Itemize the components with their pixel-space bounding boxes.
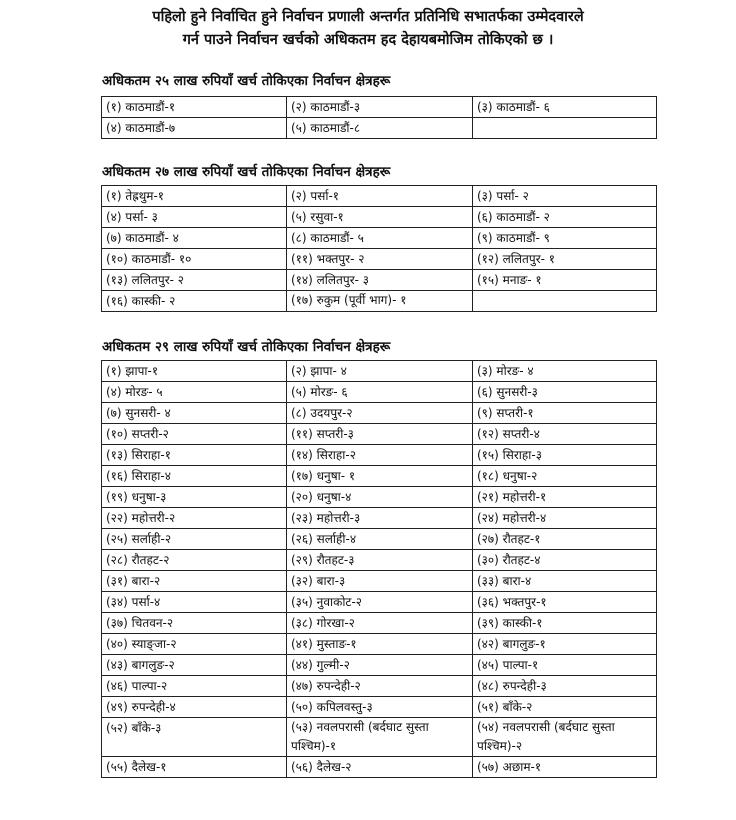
section-heading-27-lakh: अधिकतम २७ लाख रुपियाँ खर्च तोकिएका निर्वाचन क्षेत्रहरू: [102, 164, 391, 180]
constituency-cell: (११) भक्तपुर- २: [287, 249, 473, 270]
table-row: [102, 382, 657, 403]
table-row: [102, 529, 657, 550]
constituency-cell: (५) काठमाडौं-८: [287, 118, 473, 139]
constituency-cell: (७) सुनसरी- ४: [102, 403, 287, 424]
constituency-cell: (२३) महोत्तरी-३: [287, 508, 473, 529]
constituency-cell: (२) पर्सा-१: [287, 186, 473, 207]
intro-paragraph: [30, 6, 706, 52]
table-row: [102, 249, 657, 270]
constituency-cell: (३४) पर्सा-४: [102, 592, 287, 613]
constituency-cell: (३) काठमाडौं- ६: [473, 97, 657, 118]
constituency-cell: (६) सुनसरी-३: [473, 382, 657, 403]
table-row: [102, 207, 657, 228]
constituency-cell: (५) रसुवा-१: [287, 207, 473, 228]
constituency-cell: (६) काठमाडौं- २: [473, 207, 657, 228]
constituency-cell: (१६) कास्की- २: [102, 291, 287, 312]
constituency-cell: (५१) बाँके-२: [473, 697, 657, 718]
constituency-cell: (५५) दैलेख-१: [102, 757, 287, 778]
constituency-cell: (१७) धनुषा- १: [287, 466, 473, 487]
constituency-cell: (४९) रुपन्देही-४: [102, 697, 287, 718]
constituency-cell: (१०) काठमाडौं- १०: [102, 249, 287, 270]
constituency-cell: (१४) ललितपुर- ३: [287, 270, 473, 291]
table-row: [102, 487, 657, 508]
table-row: [102, 676, 657, 697]
constituency-cell: (३५) नुवाकोट-२: [287, 592, 473, 613]
constituency-table-29-lakh: [101, 360, 657, 778]
constituency-cell: (४०) स्याङ्जा-२: [102, 634, 287, 655]
constituency-cell: [473, 291, 657, 312]
constituency-cell: (२) काठमाडौं-३: [287, 97, 473, 118]
constituency-cell: [473, 118, 657, 139]
constituency-cell: (५४) नवलपरासी (बर्दघाट सुस्ता पश्चिम)-२: [473, 718, 657, 757]
table-row: [102, 697, 657, 718]
constituency-cell: (५३) नवलपरासी (बर्दघाट सुस्ता पश्चिम)-१: [287, 718, 473, 757]
constituency-table-25-lakh: [101, 96, 657, 139]
constituency-cell: (४३) बागलुङ-२: [102, 655, 287, 676]
table-row: [102, 186, 657, 207]
constituency-cell: (११) सप्तरी-३: [287, 424, 473, 445]
constituency-cell: (१२) सप्तरी-४: [473, 424, 657, 445]
constituency-cell: (१३) सिराहा-१: [102, 445, 287, 466]
table-row: [102, 270, 657, 291]
constituency-cell: (३६) भक्तपुर-१: [473, 592, 657, 613]
constituency-cell: (४५) पाल्पा-१: [473, 655, 657, 676]
constituency-cell: (२०) धनुषा-४: [287, 487, 473, 508]
constituency-cell: (२४) महोत्तरी-४: [473, 508, 657, 529]
constituency-cell: (३१) बारा-२: [102, 571, 287, 592]
constituency-cell: (३७) चितवन-२: [102, 613, 287, 634]
constituency-cell: (२६) सर्लाही-४: [287, 529, 473, 550]
constituency-cell: (३३) बारा-४: [473, 571, 657, 592]
constituency-cell: (१) तेह्रथुम-१: [102, 186, 287, 207]
table-row: [102, 550, 657, 571]
constituency-cell: (१९) धनुषा-३: [102, 487, 287, 508]
table-row: [102, 445, 657, 466]
constituency-cell: (४२) बागलुङ-१: [473, 634, 657, 655]
constituency-cell: (१५) मनाङ- १: [473, 270, 657, 291]
constituency-cell: (१६) सिराहा-४: [102, 466, 287, 487]
constituency-cell: (५६) दैलेख-२: [287, 757, 473, 778]
constituency-cell: (४८) रुपन्देही-३: [473, 676, 657, 697]
constituency-cell: (९) काठमाडौं- ९: [473, 228, 657, 249]
constituency-cell: (५२) बाँके-३: [102, 718, 287, 757]
table-row: [102, 97, 657, 118]
constituency-cell: (३८) गोरखा-२: [287, 613, 473, 634]
constituency-cell: (३२) बारा-३: [287, 571, 473, 592]
constituency-cell: (७) काठमाडौं- ४: [102, 228, 287, 249]
section-heading-29-lakh: अधिकतम २९ लाख रुपियाँ खर्च तोकिएका निर्वाचन क्षेत्रहरू: [102, 339, 391, 355]
constituency-cell: (४७) रुपन्देही-२: [287, 676, 473, 697]
constituency-cell: (८) काठमाडौं- ५: [287, 228, 473, 249]
constituency-cell: (२) झापा- ४: [287, 361, 473, 382]
constituency-cell: (५०) कपिलवस्तु-३: [287, 697, 473, 718]
table-row: [102, 466, 657, 487]
constituency-cell: (५७) अछाम-१: [473, 757, 657, 778]
constituency-cell: (५) मोरङ- ६: [287, 382, 473, 403]
table-row: [102, 361, 657, 382]
table-row: [102, 571, 657, 592]
constituency-cell: (४) मोरङ- ५: [102, 382, 287, 403]
constituency-cell: (२७) रौतहट-१: [473, 529, 657, 550]
table-row: [102, 424, 657, 445]
constituency-cell: (२२) महोत्तरी-२: [102, 508, 287, 529]
table-row: [102, 118, 657, 139]
table-row: [102, 228, 657, 249]
constituency-cell: (३) पर्सा- २: [473, 186, 657, 207]
constituency-table-27-lakh: [101, 185, 657, 312]
constituency-cell: (१) झापा-१: [102, 361, 287, 382]
constituency-cell: (१४) सिराहा-२: [287, 445, 473, 466]
table-row: [102, 757, 657, 778]
constituency-cell: (१५) सिराहा-३: [473, 445, 657, 466]
constituency-cell: (४) पर्सा- ३: [102, 207, 287, 228]
constituency-cell: (३९) कास्की-१: [473, 613, 657, 634]
intro-line-2: गर्न पाउने निर्वाचन खर्चको अधिकतम हद देहायबमोजिम तोकिएको छ ।: [182, 32, 554, 48]
table-row: [102, 592, 657, 613]
constituency-cell: (१) काठमाडौं-१: [102, 97, 287, 118]
constituency-cell: (८) उदयपुर-२: [287, 403, 473, 424]
constituency-cell: (२९) रौतहट-३: [287, 550, 473, 571]
constituency-cell: (३) मोरङ- ४: [473, 361, 657, 382]
constituency-cell: (१७) रुकुम (पूर्वी भाग)- १: [287, 291, 473, 312]
constituency-cell: (१२) ललितपुर- १: [473, 249, 657, 270]
section-heading-25-lakh: अधिकतम २५ लाख रुपियाँ खर्च तोकिएका निर्वाचन क्षेत्रहरू: [102, 73, 391, 89]
table-row: [102, 403, 657, 424]
constituency-cell: (४१) मुस्ताङ-१: [287, 634, 473, 655]
constituency-cell: (२८) रौतहट-२: [102, 550, 287, 571]
constituency-cell: (४) काठमाडौं-७: [102, 118, 287, 139]
constituency-cell: (१३) ललितपुर- २: [102, 270, 287, 291]
constituency-cell: (३०) रौतहट-४: [473, 550, 657, 571]
table-row: [102, 291, 657, 312]
table-row: [102, 634, 657, 655]
table-row: [102, 655, 657, 676]
table-row: [102, 508, 657, 529]
constituency-cell: (९) सप्तरी-१: [473, 403, 657, 424]
constituency-cell: (४६) पाल्पा-२: [102, 676, 287, 697]
constituency-cell: (२५) सर्लाही-२: [102, 529, 287, 550]
intro-line-1: पहिलो हुने निर्वाचित हुने निर्वाचन प्रणाली अन्तर्गत प्रतिनिधि सभातर्फका उम्मेदवारले: [152, 9, 584, 25]
constituency-cell: (१०) सप्तरी-२: [102, 424, 287, 445]
table-row: [102, 613, 657, 634]
table-row: [102, 718, 657, 757]
constituency-cell: (२१) महोत्तरी-१: [473, 487, 657, 508]
constituency-cell: (४४) गुल्मी-२: [287, 655, 473, 676]
constituency-cell: (१८) धनुषा-२: [473, 466, 657, 487]
